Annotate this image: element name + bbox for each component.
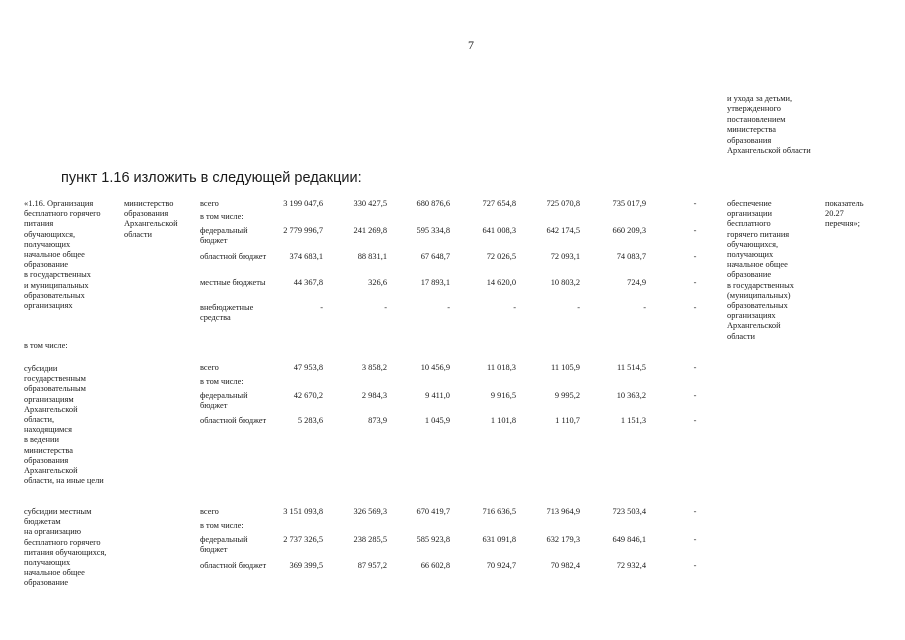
result-line: горячего питания: [727, 229, 790, 239]
funding-value: 326 569,3: [353, 507, 387, 516]
header-note-line: министерства: [727, 125, 776, 135]
subsidy-title-line: бесплатного горячего: [24, 537, 101, 547]
funding-value: 72 026,5: [486, 252, 516, 261]
funding-value: 374 683,1: [289, 252, 323, 261]
executor-line: министерство: [124, 199, 174, 208]
funding-value: 632 179,3: [546, 535, 580, 544]
item-title-line: получающих: [24, 239, 71, 249]
subsidy-title-line: организациям: [24, 394, 74, 404]
funding-dash: -: [693, 363, 697, 372]
funding-value: 10 803,2: [550, 278, 580, 287]
funding-value: 42 670,2: [293, 391, 323, 400]
funding-value: 660 209,3: [612, 226, 646, 235]
funding-source-label: внебюджетные средства: [200, 303, 254, 323]
subsidy-title-line: начальное общее: [24, 568, 85, 578]
funding-value: 716 636,5: [482, 507, 516, 516]
subsidy-title-line: в ведении: [24, 435, 59, 445]
result-line: образовательных: [727, 301, 788, 311]
funding-value: 369 399,5: [289, 561, 323, 570]
funding-source-label: всего: [200, 363, 219, 372]
funding-value: 873,9: [368, 416, 387, 425]
indicator-line: перечня»;: [825, 219, 860, 229]
funding-dash: -: [693, 303, 697, 312]
funding-value: 680 876,6: [416, 199, 450, 208]
subsidy-title-line: субсидии: [24, 364, 58, 373]
funding-source-label: федеральный бюджет: [200, 535, 248, 555]
funding-value: 3 858,2: [361, 363, 387, 372]
subsidy-title-1: [24, 364, 122, 486]
item-title-line: образовательных: [24, 290, 85, 300]
funding-value: 723 503,4: [612, 507, 646, 516]
funding-source-label: всего: [200, 507, 219, 516]
result-line: обучающихся,: [727, 239, 779, 249]
funding-value: 649 846,1: [612, 535, 646, 544]
funding-value: 595 334,8: [416, 226, 450, 235]
subsidy-title-line: министерства: [24, 445, 73, 455]
funding-dash: -: [693, 226, 697, 235]
funding-dash: -: [693, 507, 697, 516]
indicator-line: 20.27: [825, 209, 844, 219]
funding-dash: -: [693, 252, 697, 261]
funding-value: 10 363,2: [616, 391, 646, 400]
header-note-line: Архангельской области: [727, 146, 811, 156]
funding-value: 2 779 996,7: [283, 226, 323, 235]
subsidy-title-line: питания обучающихся,: [24, 547, 107, 557]
funding-value: 238 285,5: [353, 535, 387, 544]
funding-value: 3 151 093,8: [283, 507, 323, 516]
funding-value: 47 953,8: [293, 363, 323, 372]
funding-value: 727 654,8: [482, 199, 516, 208]
result-line: получающих: [727, 250, 774, 260]
funding-value: -: [643, 303, 646, 312]
subsidy-title-line: образование: [24, 578, 69, 588]
funding-value: 72 932,4: [616, 561, 646, 570]
funding-value: 585 923,8: [416, 535, 450, 544]
expected-result: [727, 199, 819, 342]
funding-dash: -: [693, 416, 697, 425]
subsidy-title-line: получающих: [24, 558, 71, 568]
funding-value: -: [577, 303, 580, 312]
item-title-line: образование: [24, 260, 69, 270]
funding-value: -: [384, 303, 387, 312]
funding-value: 641 008,3: [482, 226, 516, 235]
header-note-line: и ухода за детьми,: [727, 94, 793, 103]
funding-value: 330 427,5: [353, 199, 387, 208]
funding-source-label: областной бюджет: [200, 561, 267, 570]
funding-source-label: в том числе:: [200, 377, 244, 386]
funding-value: -: [513, 303, 516, 312]
header-note: [727, 94, 837, 156]
executor-line: Архангельской: [124, 219, 178, 229]
funding-dash: -: [693, 278, 697, 287]
funding-value: 14 620,0: [486, 278, 516, 287]
funding-source-label: федеральный бюджет: [200, 391, 248, 411]
funding-value: 66 602,8: [420, 561, 450, 570]
result-line: Архангельской: [727, 321, 781, 331]
subsidy-title-line: государственным: [24, 374, 86, 384]
funding-source-label: всего: [200, 199, 219, 208]
result-line: организациях: [727, 311, 776, 321]
subsidy-title-line: области,: [24, 415, 55, 425]
indicator-line: показатель: [825, 199, 864, 208]
result-line: обеспечение: [727, 199, 772, 208]
item-title: [24, 199, 122, 311]
in-that-number-label: в том числе:: [24, 341, 68, 350]
funding-value: 642 174,5: [546, 226, 580, 235]
funding-value: 1 110,7: [555, 416, 580, 425]
subsidy-title-line: Архангельской: [24, 466, 78, 476]
funding-value: -: [447, 303, 450, 312]
indicator: [825, 199, 887, 230]
executor: [124, 199, 196, 240]
result-line: образование: [727, 270, 772, 280]
result-line: области: [727, 331, 755, 341]
funding-value: 70 982,4: [550, 561, 580, 570]
funding-value: 88 831,1: [357, 252, 387, 261]
funding-source-label: областной бюджет: [200, 416, 267, 425]
funding-value: 9 916,5: [490, 391, 516, 400]
item-title-line: начальное общее: [24, 250, 85, 260]
subsidy-title-line: образовательным: [24, 384, 86, 394]
header-note-line: постановлением: [727, 114, 786, 124]
funding-value: 11 514,5: [616, 363, 646, 372]
subsidy-title-line: образования: [24, 455, 69, 465]
item-title-line: и муниципальных: [24, 280, 89, 290]
item-title-line: «1.16. Организация: [24, 199, 94, 208]
funding-value: 44 367,8: [293, 278, 323, 287]
header-note-line: утвержденного: [727, 104, 781, 114]
funding-source-label: в том числе:: [200, 521, 244, 530]
funding-value: 5 283,6: [297, 416, 323, 425]
funding-value: 2 984,3: [361, 391, 387, 400]
funding-source-label: областной бюджет: [200, 252, 267, 261]
funding-dash: -: [693, 561, 697, 570]
subsidy-title-line: на организацию: [24, 527, 82, 537]
funding-value: 70 924,7: [486, 561, 516, 570]
amendment-heading: пункт 1.16 изложить в следующей редакции:: [61, 170, 362, 186]
executor-line: области: [124, 229, 152, 239]
funding-source-label: местные бюджеты: [200, 278, 266, 287]
result-line: начальное общее: [727, 260, 788, 270]
funding-value: 11 105,9: [550, 363, 580, 372]
funding-dash: -: [693, 391, 697, 400]
result-line: (муниципальных): [727, 290, 791, 300]
subsidy-title-line: области, на иные цели: [24, 476, 104, 486]
subsidy-title-line: субсидии местным: [24, 507, 92, 516]
funding-value: 1 151,3: [620, 416, 646, 425]
item-title-line: питания: [24, 219, 54, 229]
funding-value: 713 964,9: [546, 507, 580, 516]
funding-source-label: в том числе:: [200, 212, 244, 221]
subsidy-title-line: Архангельской: [24, 404, 78, 414]
subsidy-title-line: находящимся: [24, 425, 72, 435]
executor-line: образования: [124, 209, 169, 219]
funding-value: -: [320, 303, 323, 312]
funding-value: 326,6: [368, 278, 387, 287]
header-note-line: образования: [727, 135, 772, 145]
item-title-line: в государственных: [24, 270, 91, 280]
funding-value: 1 045,9: [424, 416, 450, 425]
funding-dash: -: [693, 199, 697, 208]
item-title-line: организациях: [24, 301, 73, 311]
funding-value: 3 199 047,6: [283, 199, 323, 208]
result-line: организации: [727, 209, 772, 219]
funding-value: 74 083,7: [616, 252, 646, 261]
funding-dash: -: [693, 535, 697, 544]
funding-value: 9 995,2: [554, 391, 580, 400]
funding-source-label: федеральный бюджет: [200, 226, 248, 246]
result-line: бесплатного: [727, 219, 771, 229]
funding-value: 631 091,8: [482, 535, 516, 544]
subsidy-title-line: бюджетам: [24, 517, 61, 527]
item-title-line: бесплатного горячего: [24, 209, 101, 219]
funding-value: 10 456,9: [420, 363, 450, 372]
funding-value: 241 269,8: [353, 226, 387, 235]
funding-value: 2 737 326,5: [283, 535, 323, 544]
item-title-line: обучающихся,: [24, 229, 76, 239]
funding-value: 670 419,7: [416, 507, 450, 516]
result-line: в государственных: [727, 280, 794, 290]
funding-value: 1 101,8: [490, 416, 516, 425]
funding-value: 9 411,0: [425, 391, 450, 400]
funding-value: 735 017,9: [612, 199, 646, 208]
funding-value: 67 648,7: [420, 252, 450, 261]
funding-value: 724,9: [627, 278, 646, 287]
page-number: 7: [468, 38, 474, 52]
funding-value: 11 018,3: [486, 363, 516, 372]
funding-value: 725 070,8: [546, 199, 580, 208]
funding-value: 72 093,1: [550, 252, 580, 261]
subsidy-title-2: [24, 507, 122, 589]
funding-value: 17 893,1: [420, 278, 450, 287]
funding-value: 87 957,2: [357, 561, 387, 570]
